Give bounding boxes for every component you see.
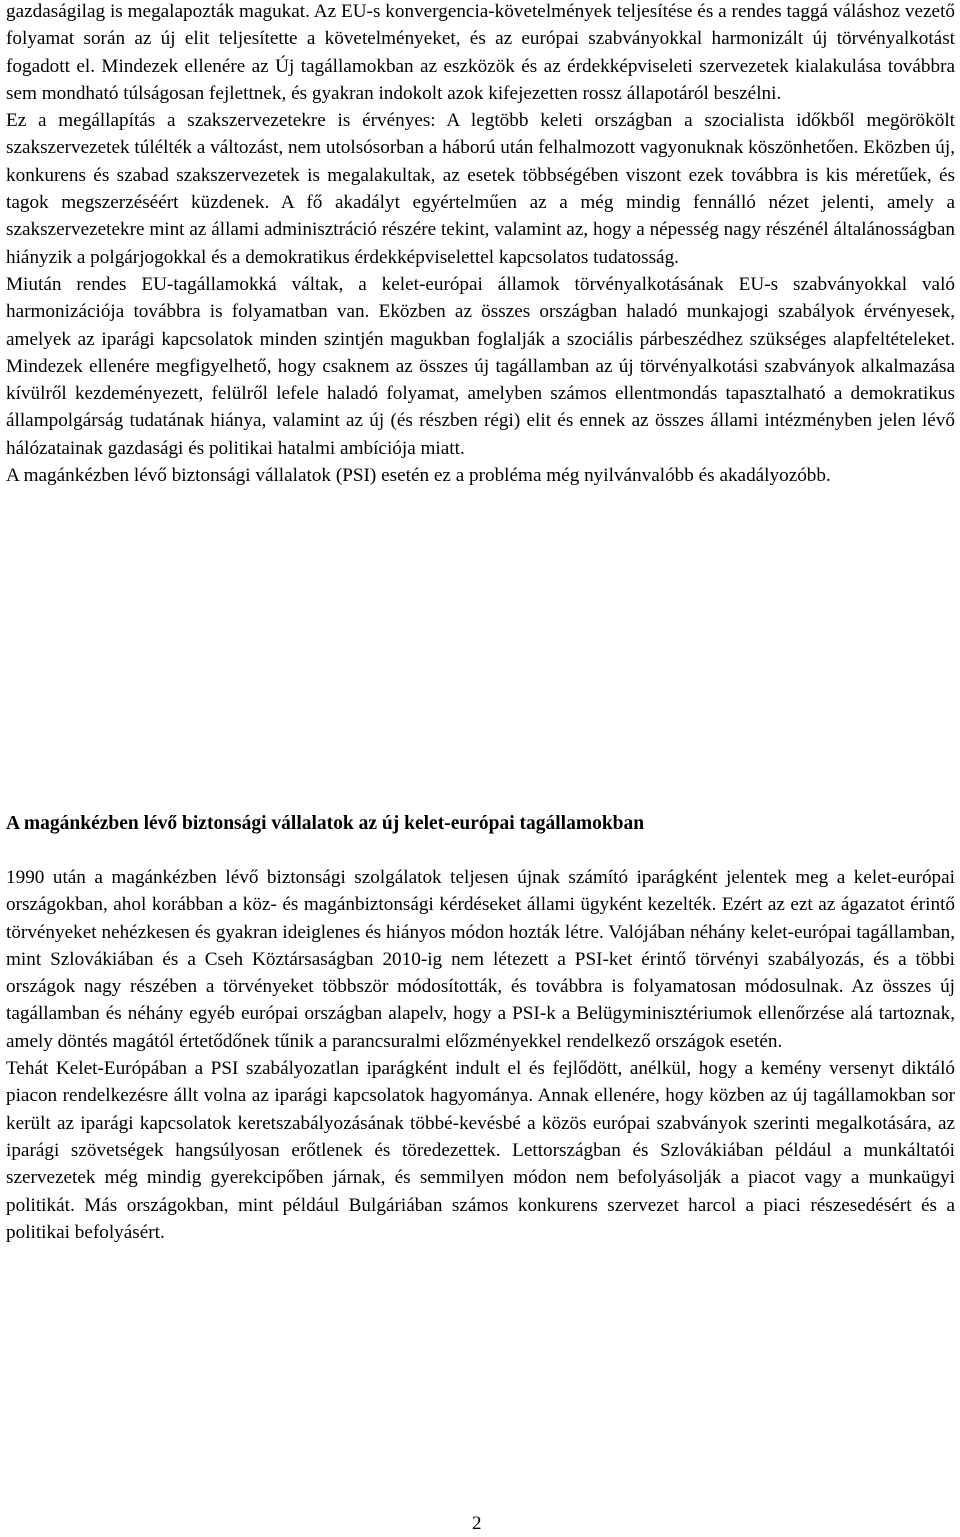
body-paragraph: Miután rendes EU-tagállamokká váltak, a kelet-európai államok törvényalkotásának EU-s szabványokkal való harmonizációja továbbra is folyamatban van. Eközben az összes országban haladó munkajogi szabályok érvényesek, amelyek az iparági kapcsolatok minden szintjén magukban foglalják a szociális párbeszédhez szükséges alapfeltételeket. Mindezek ellenére megfigyelhető, hogy csaknem az összes új tagállamban az új törvényalkotási szabványok alkalmazása kívülről kezdeményezett, felülről lefele haladó folyamat, amelyben számos ellentmondás tapasztalható a demokratikus állampolgárság tudatának hiánya, valamint az új (és részben régi) elit és ennek az összes állami intézményben jelen lévő hálózatainak gazdasági és politikai hatalmi ambíciója miatt. (6, 273, 955, 459)
section-body (6, 864, 955, 1246)
page-number: 2 (472, 1513, 482, 1534)
document-page (6, 0, 955, 1243)
section-heading: A magánkézben lévő biztonsági vállalatok az új kelet-európai tagállamokban (6, 813, 645, 834)
body-paragraph: A magánkézben lévő biztonsági vállalatok (PSI) esetén ez a probléma még nyilvánvalóbb és akadályozóbb. (6, 465, 831, 487)
body-paragraph: 1990 után a magánkézben lévő biztonsági szolgálatok teljesen újnak számító iparágként jelentek meg a kelet-európai országokban, ahol korábban a köz- és magánbiztonsági kérdéseket állami ügyként kezelték. Ezért az ezt az ágazatot érintő törvényeket nehézkesen és gyakran ideiglenes és hiányos módon hozták létre. Valójában néhány kelet-európai tagállamban, mint Szlovákiában és a Cseh Köztársaságban 2010-ig nem létezett a PSI-ket érintő törvényi szabályozás, és a többi országok nagy részében a törvényeket többször módosították, és továbbra is folyamatosan módosulnak. Az összes új tagállamban és néhány egyéb európai országban alapelv, hogy a PSI-k a Belügyminisztériumok ellenőrzése alá tartoznak, amely döntés magától értetődőnek tűnik a parancsuralmi előzményekkel rendelkező országok esetén. (6, 867, 955, 1052)
intro-text (6, 0, 955, 489)
body-paragraph: gazdaságilag is megalapozták magukat. Az EU-s konvergencia-követelmények teljesítése és a rendes taggá váláshoz vezető folyamat során az új elit teljesítette a követelményeket, és az európai szabványokkal harmonizált új törvényalkotást fogadott el. Mindezek ellenére az Új tagállamokban az eszközök és az érdekképviseleti szervezetek kialakulása továbbra sem mondható túlságosan fejlettnek, és gyakran indokolt azok kifejezetten rossz állapotáról beszélni. (6, 1, 955, 104)
body-paragraph: Ez a megállapítás a szakszervezetekre is érvényes: A legtöbb keleti országban a szocialista időkből megörökölt szakszervezetek túlélték a változást, nem utolsósorban a háború után felhalmozott vagyonuknak köszönhetően. Eközben új, konkurens és szabad szakszervezetek is megalakultak, az esetek többségében viszont ezek továbbra is kis méretűek, és tagok megszerzéséért küzdenek. A fő akadályt egyértelműen az a még mindig fennálló nézet jelenti, amely a szakszervezetekre mint az állami adminisztráció részére tekint, valamint az, hogy a népesség nagy részénél általánosságban hiányzik a polgárjogokkal és a demokratikus érdekképviselettel kapcsolatos tudatosság. (6, 110, 955, 268)
body-paragraph: Tehát Kelet-Európában a PSI szabályozatlan iparágként indult el és fejlődött, anélkül, hogy a kemény versenyt diktáló piacon rendelkezésre állt volna az iparági kapcsolatok hagyománya. Annak ellenére, hogy közben az új tagállamokban sor került az iparági kapcsolatok keretszabályozásának többé-kevésbé a közös európai szabványok szerinti megalkotására, az iparági szövetségek hangsúlyosan erőtlenek és töredezettek. Lettországban és Szlovákiában például a munkáltatói szervezetek még mindig gyerekcipőben járnak, és semmilyen módon nem befolyásolják a piacot vagy a munkaügyi politikát. Más országokban, mint például Bulgáriában számos konkurens szervezet harcol a piaci részesedésért és a politikai befolyásért. (6, 1058, 955, 1243)
